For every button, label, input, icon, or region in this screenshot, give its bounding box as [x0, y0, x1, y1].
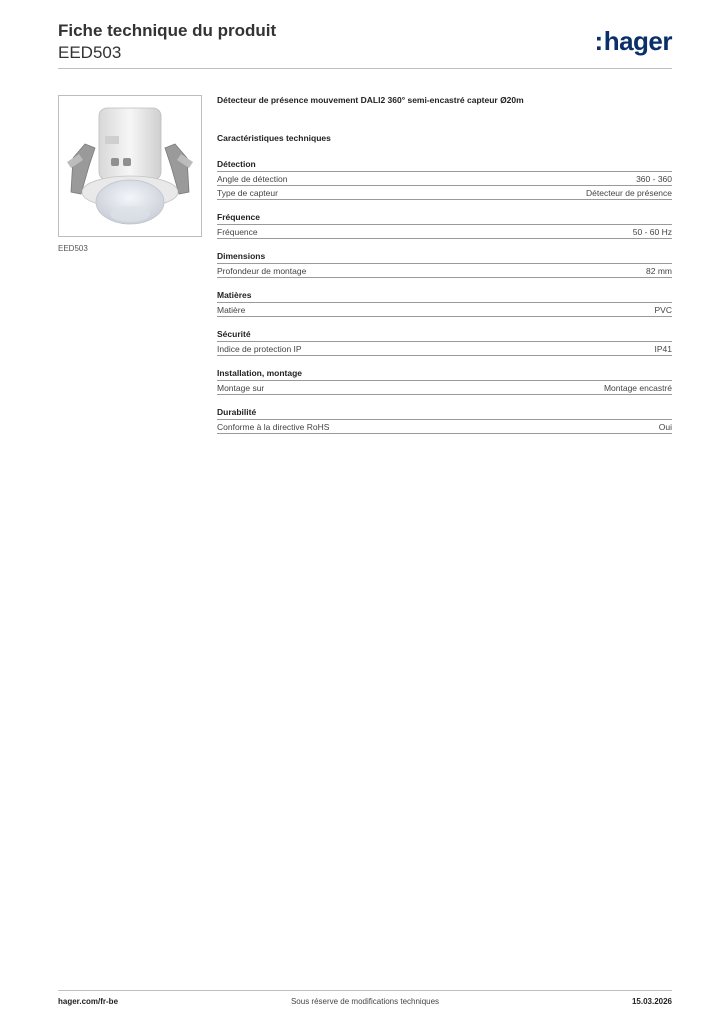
- spec-row: [217, 172, 672, 186]
- spec-group: [217, 329, 672, 356]
- spec-group-title: Détection: [217, 159, 672, 172]
- footer-divider: [58, 990, 672, 991]
- spec-group: [217, 251, 672, 278]
- spec-label: Conforme à la directive RoHS: [217, 422, 330, 432]
- spec-group-title: Durabilité: [217, 407, 672, 420]
- spec-value: Oui: [658, 422, 672, 432]
- spec-label: Montage sur: [217, 383, 265, 393]
- spec-label: Type de capteur: [217, 188, 278, 198]
- spec-row: [217, 381, 672, 395]
- spec-value: 50 - 60 Hz: [632, 227, 672, 237]
- spec-label: Angle de détection: [217, 174, 288, 184]
- spec-groups: [217, 159, 672, 434]
- spec-label: Fréquence: [217, 227, 258, 237]
- spec-group: [217, 407, 672, 434]
- product-details: [217, 95, 672, 446]
- product-image: [58, 95, 202, 237]
- header-divider: [58, 68, 672, 69]
- spec-label: Matière: [217, 305, 246, 315]
- website-link[interactable]: hager.com/fr-be: [58, 997, 119, 1006]
- spec-group: [217, 290, 672, 317]
- spec-value: 82 mm: [646, 266, 672, 276]
- tech-characteristics-heading: Caractéristiques techniques: [217, 133, 331, 143]
- page-header: [58, 20, 672, 68]
- spec-group: [217, 212, 672, 239]
- spec-group-title: Dimensions: [217, 251, 672, 264]
- spec-group: [217, 159, 672, 200]
- spec-row: [217, 303, 672, 317]
- spec-label: Profondeur de montage: [217, 266, 307, 276]
- spec-row: [217, 264, 672, 278]
- spec-group-title: Matières: [217, 290, 672, 303]
- page-footer: [58, 997, 672, 1009]
- image-caption: EED503: [58, 244, 88, 253]
- spec-group-title: Fréquence: [217, 212, 672, 225]
- spec-value: Montage encastré: [603, 383, 672, 393]
- spec-value: Détecteur de présence: [586, 188, 672, 198]
- page-title: Fiche technique du produit: [58, 21, 277, 40]
- spec-group: [217, 368, 672, 395]
- product-reference: EED503: [58, 43, 122, 62]
- product-title: Détecteur de présence mouvement DALI2 360° semi-encastré capteur Ø20m: [217, 95, 524, 105]
- spec-row: [217, 420, 672, 434]
- spec-row: [217, 342, 672, 356]
- spec-label: Indice de protection IP: [217, 344, 302, 354]
- spec-group-title: Sécurité: [217, 329, 672, 342]
- spec-value: PVC: [654, 305, 672, 315]
- hager-logo: :hager: [594, 26, 672, 56]
- presence-detector-picture: [59, 96, 201, 236]
- disclaimer: Sous réserve de modifications techniques: [290, 997, 440, 1006]
- spec-row: [217, 225, 672, 239]
- spec-row: [217, 186, 672, 200]
- document-date: 15.03.2026: [631, 997, 672, 1006]
- spec-value: 360 - 360: [636, 174, 672, 184]
- spec-group-title: Installation, montage: [217, 368, 672, 381]
- spec-value: IP41: [654, 344, 672, 354]
